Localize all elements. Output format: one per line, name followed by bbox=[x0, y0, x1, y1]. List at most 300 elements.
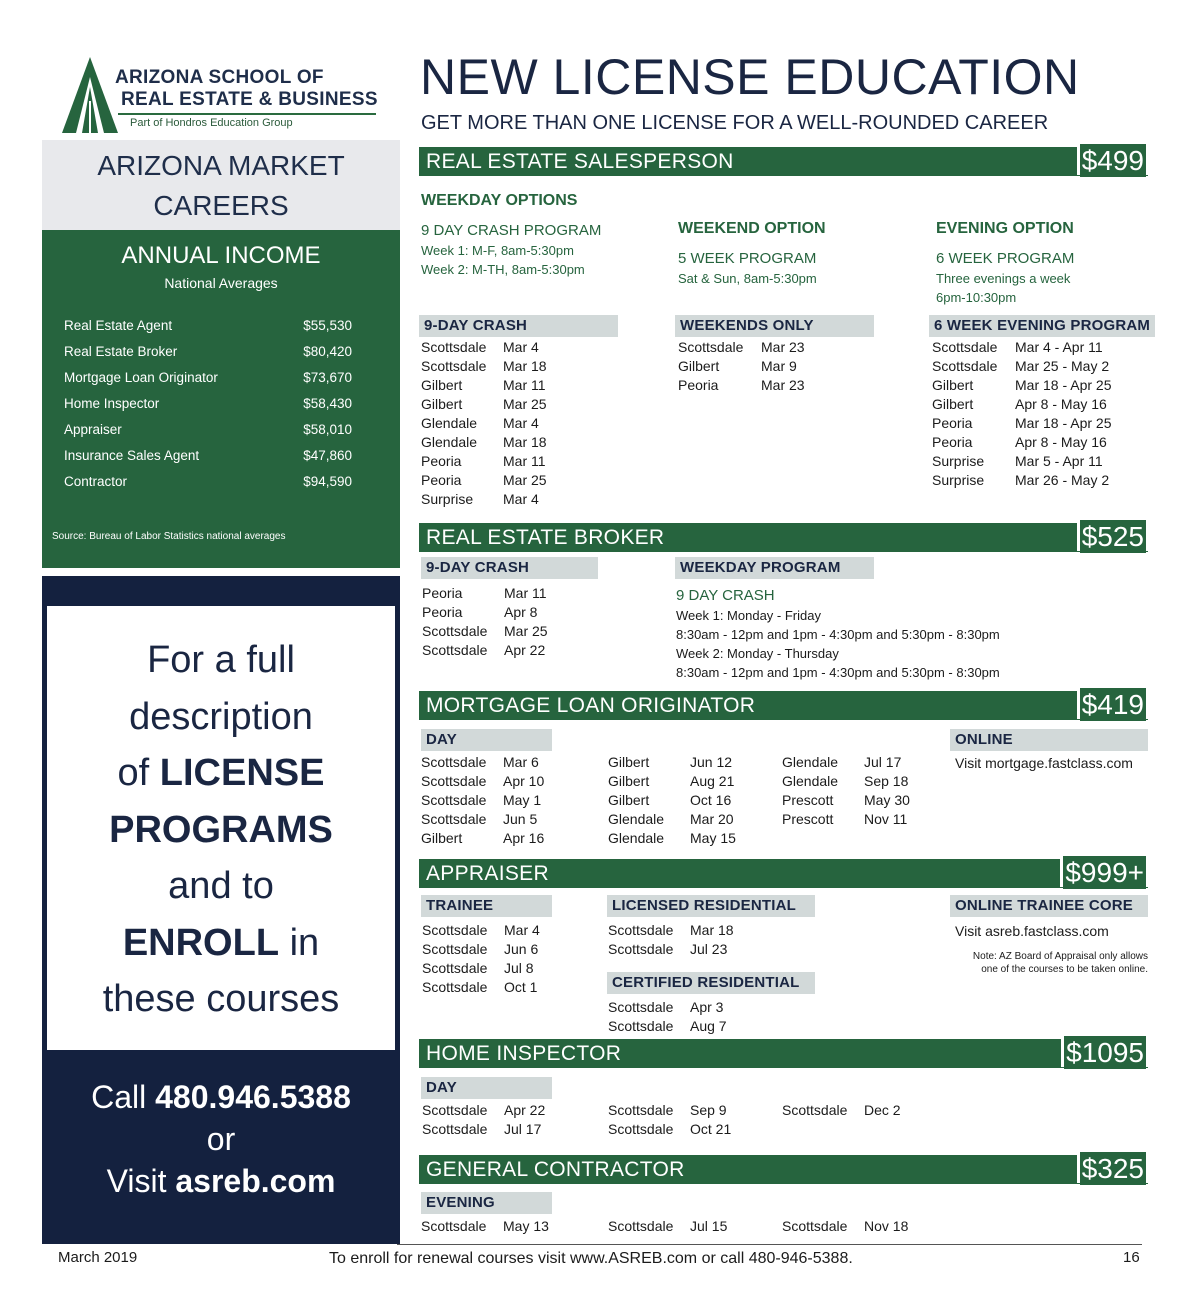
date: Apr 8 - May 16 bbox=[1015, 396, 1107, 412]
list-item bbox=[932, 377, 1152, 396]
footer-date: March 2019 bbox=[58, 1249, 138, 1266]
date: Apr 10 bbox=[503, 773, 545, 789]
promo-word: PROGRAMS bbox=[109, 808, 333, 851]
promo-line bbox=[47, 915, 395, 972]
subhead-weekday-program: WEEKDAY PROGRAM bbox=[675, 557, 874, 579]
price-value: $1095 bbox=[1066, 1037, 1144, 1068]
list-item bbox=[421, 811, 601, 830]
list-item bbox=[678, 339, 918, 358]
list-item bbox=[422, 642, 662, 661]
subhead-online-trainee-core: ONLINE TRAINEE CORE bbox=[950, 895, 1148, 917]
contractor-list-col1 bbox=[421, 1218, 601, 1237]
list-item bbox=[782, 1218, 942, 1237]
location: Scottsdale bbox=[608, 1102, 674, 1118]
price-tag bbox=[1077, 1152, 1148, 1183]
evening-schedule bbox=[936, 269, 1070, 307]
list-item bbox=[421, 1218, 601, 1237]
location: Scottsdale bbox=[932, 339, 998, 355]
income-row bbox=[64, 396, 352, 411]
location: Prescott bbox=[782, 792, 834, 808]
date: Apr 16 bbox=[503, 830, 545, 846]
footer-divider bbox=[397, 1244, 1142, 1245]
appraiser-note bbox=[940, 950, 1148, 976]
location: Scottsdale bbox=[782, 1218, 848, 1234]
list-item bbox=[932, 434, 1152, 453]
list-item bbox=[608, 773, 778, 792]
location: Peoria bbox=[678, 377, 719, 393]
price-value: $525 bbox=[1081, 521, 1144, 552]
section-bar-salesperson bbox=[419, 147, 1148, 176]
weekday-schedule bbox=[421, 241, 585, 279]
location: Glendale bbox=[421, 434, 478, 450]
list-item bbox=[422, 922, 602, 941]
section-bar-mortgage bbox=[419, 691, 1148, 720]
promo-line: description bbox=[129, 695, 313, 738]
section-title: HOME INSPECTOR bbox=[426, 1042, 622, 1065]
evening-heading: EVENING OPTION bbox=[936, 220, 1074, 237]
location: Gilbert bbox=[608, 754, 650, 770]
crash-schedule-list bbox=[421, 339, 671, 510]
date: Mar 18 bbox=[503, 358, 547, 374]
promo-line: and to bbox=[168, 865, 274, 907]
subhead-mortgage-online: ONLINE bbox=[950, 729, 1148, 751]
list-item bbox=[608, 1121, 778, 1140]
section-title: APPRAISER bbox=[426, 862, 549, 885]
list-item bbox=[608, 754, 778, 773]
location: Scottsdale bbox=[422, 979, 488, 995]
schedule-line: 8:30am - 12pm and 1pm - 4:30pm and 5:30pm - 8:30pm bbox=[676, 665, 1000, 680]
date: May 30 bbox=[864, 792, 910, 808]
list-item bbox=[932, 453, 1152, 472]
location: Glendale bbox=[782, 754, 839, 770]
visit-prefix: Visit bbox=[106, 1163, 176, 1199]
date: Mar 18 - Apr 25 bbox=[1015, 415, 1112, 431]
call-prefix: Call bbox=[91, 1079, 156, 1115]
trainee-list bbox=[422, 922, 602, 998]
income-label: Real Estate Broker bbox=[64, 344, 178, 359]
list-item bbox=[782, 1102, 942, 1121]
income-value: $80,420 bbox=[303, 344, 352, 359]
price-tag bbox=[1077, 144, 1148, 175]
list-item bbox=[608, 1102, 778, 1121]
date: Sep 9 bbox=[690, 1102, 727, 1118]
subhead-licensed-residential: LICENSED RESIDENTIAL bbox=[607, 895, 815, 917]
appraiser-online-link[interactable]: Visit asreb.fastclass.com bbox=[955, 923, 1109, 939]
price-value: $999+ bbox=[1065, 857, 1144, 888]
promo-line bbox=[47, 745, 395, 802]
date: Mar 6 bbox=[503, 754, 539, 770]
website-link[interactable]: asreb.com bbox=[175, 1163, 336, 1199]
location: Gilbert bbox=[678, 358, 720, 374]
date: May 15 bbox=[690, 830, 736, 846]
mortgage-online-link[interactable]: Visit mortgage.fastclass.com bbox=[955, 755, 1133, 771]
date: Jun 12 bbox=[690, 754, 733, 770]
page-title: NEW LICENSE EDUCATION bbox=[420, 49, 1080, 105]
location: Gilbert bbox=[421, 396, 463, 412]
date: Nov 18 bbox=[864, 1218, 909, 1234]
weekend-schedule: Sat & Sun, 8am-5:30pm bbox=[678, 271, 817, 286]
subhead-mortgage-day: DAY bbox=[421, 729, 552, 751]
location: Scottsdale bbox=[421, 339, 487, 355]
date: Mar 20 bbox=[690, 811, 734, 827]
subhead-inspector-day: DAY bbox=[421, 1077, 552, 1099]
section-title: REAL ESTATE BROKER bbox=[426, 526, 665, 549]
weekend-program: 5 WEEK PROGRAM bbox=[678, 250, 817, 267]
list-item bbox=[421, 415, 671, 434]
location: Scottsdale bbox=[422, 1121, 488, 1137]
date: Dec 2 bbox=[864, 1102, 901, 1118]
subhead-trainee: TRAINEE bbox=[421, 895, 552, 917]
location: Scottsdale bbox=[608, 1121, 674, 1137]
date: Mar 11 bbox=[503, 377, 546, 393]
note-line: one of the courses to be taken online. bbox=[981, 964, 1148, 975]
mortgage-list-col2 bbox=[608, 754, 778, 849]
location: Gilbert bbox=[608, 773, 650, 789]
promo-line: For a full bbox=[147, 639, 295, 681]
location: Scottsdale bbox=[421, 754, 487, 770]
list-item bbox=[421, 339, 671, 358]
mortgage-list-col3 bbox=[782, 754, 942, 830]
section-bar-contractor bbox=[419, 1155, 1148, 1184]
list-item bbox=[422, 960, 602, 979]
location: Scottsdale bbox=[608, 922, 674, 938]
date: Mar 18 bbox=[690, 922, 734, 938]
promo-box bbox=[47, 606, 395, 1050]
date: Mar 9 bbox=[761, 358, 797, 374]
schedule-line: Week 1: Monday - Friday bbox=[676, 608, 821, 623]
list-item bbox=[932, 358, 1152, 377]
list-item bbox=[608, 1018, 788, 1037]
location: Scottsdale bbox=[421, 792, 487, 808]
broker-crash-list bbox=[422, 585, 662, 661]
promo-word: in bbox=[279, 921, 320, 964]
location: Scottsdale bbox=[422, 960, 488, 976]
evening-schedule-list bbox=[932, 339, 1152, 491]
income-value: $73,670 bbox=[303, 370, 352, 385]
certified-list bbox=[608, 999, 788, 1037]
schedule-line: 8:30am - 12pm and 1pm - 4:30pm and 5:30pm - 8:30pm bbox=[676, 627, 1000, 642]
promo-word: ENROLL bbox=[122, 921, 280, 964]
schedule-line: Week 2: Monday - Thursday bbox=[676, 646, 839, 661]
list-item bbox=[421, 472, 671, 491]
date: Mar 25 - May 2 bbox=[1015, 358, 1110, 374]
list-item bbox=[608, 830, 778, 849]
list-item bbox=[421, 434, 671, 453]
location: Scottsdale bbox=[421, 1218, 487, 1234]
section-bar-appraiser bbox=[419, 859, 1148, 888]
location: Glendale bbox=[608, 830, 665, 846]
promo-word: of bbox=[117, 752, 160, 794]
location: Surprise bbox=[932, 472, 985, 488]
schedule-line: Three evenings a week bbox=[936, 271, 1071, 286]
location: Scottsdale bbox=[422, 922, 488, 938]
list-item bbox=[421, 491, 671, 510]
school-logo bbox=[60, 55, 390, 140]
location: Scottsdale bbox=[782, 1102, 848, 1118]
date: Mar 4 bbox=[503, 339, 539, 355]
section-title: REAL ESTATE SALESPERSON bbox=[426, 150, 734, 173]
or-text: or bbox=[206, 1121, 236, 1157]
section-bar-broker bbox=[419, 523, 1148, 552]
inspector-list-col3 bbox=[782, 1102, 942, 1121]
income-label: Contractor bbox=[64, 474, 128, 489]
income-panel bbox=[42, 230, 400, 568]
date: Mar 18 bbox=[503, 434, 547, 450]
section-title: MORTGAGE LOAN ORIGINATOR bbox=[426, 694, 756, 717]
schedule-line: Week 2: M-TH, 8am-5:30pm bbox=[421, 262, 585, 277]
list-item bbox=[421, 377, 671, 396]
location: Scottsdale bbox=[422, 623, 488, 639]
date: Nov 11 bbox=[864, 811, 908, 827]
location: Surprise bbox=[932, 453, 985, 469]
inspector-list-col2 bbox=[608, 1102, 778, 1140]
location: Gilbert bbox=[932, 396, 974, 412]
list-item bbox=[608, 941, 788, 960]
promo-panel bbox=[42, 576, 400, 1244]
date: May 1 bbox=[503, 792, 542, 808]
price-tag bbox=[1077, 520, 1148, 551]
careers-title-line1: ARIZONA MARKET bbox=[97, 150, 345, 181]
income-value: $47,860 bbox=[303, 448, 352, 463]
income-value: $58,430 bbox=[303, 396, 352, 411]
income-row bbox=[64, 370, 352, 385]
location: Glendale bbox=[782, 773, 839, 789]
location: Prescott bbox=[782, 811, 834, 827]
date: May 13 bbox=[503, 1218, 549, 1234]
income-value: $58,010 bbox=[303, 422, 352, 437]
location: Scottsdale bbox=[422, 642, 488, 658]
location: Scottsdale bbox=[421, 811, 487, 827]
list-item bbox=[421, 754, 601, 773]
income-row bbox=[64, 344, 352, 359]
list-item bbox=[421, 830, 601, 849]
income-label: Real Estate Agent bbox=[64, 318, 173, 333]
subhead-9day-crash: 9-DAY CRASH bbox=[419, 315, 618, 337]
weekend-heading: WEEKEND OPTION bbox=[678, 220, 826, 237]
list-item bbox=[782, 773, 942, 792]
list-item bbox=[932, 339, 1152, 358]
date: Jul 17 bbox=[864, 754, 902, 770]
location: Scottsdale bbox=[608, 999, 674, 1015]
weekday-program: 9 DAY CRASH PROGRAM bbox=[421, 222, 602, 239]
location: Gilbert bbox=[421, 377, 463, 393]
list-item bbox=[608, 1218, 778, 1237]
location: Scottsdale bbox=[422, 941, 488, 957]
price-value: $419 bbox=[1081, 689, 1144, 720]
location: Glendale bbox=[421, 415, 478, 431]
list-item bbox=[422, 585, 662, 604]
date: Jun 6 bbox=[504, 941, 539, 957]
broker-weekday-schedule bbox=[676, 606, 1000, 682]
income-label: Mortgage Loan Originator bbox=[64, 370, 218, 385]
note-line: Note: AZ Board of Appraisal only allows bbox=[972, 951, 1148, 962]
income-value: $55,530 bbox=[303, 318, 352, 333]
footer-enroll-text: To enroll for renewal courses visit www.ASREB.com or call 480-946-5388. bbox=[329, 1250, 853, 1267]
logo-tagline: Part of Hondros Education Group bbox=[130, 117, 293, 129]
date: Apr 3 bbox=[690, 999, 724, 1015]
promo-word: LICENSE bbox=[159, 752, 325, 794]
income-label: Appraiser bbox=[64, 422, 122, 437]
section-title: GENERAL CONTRACTOR bbox=[426, 1158, 685, 1181]
location: Scottsdale bbox=[678, 339, 744, 355]
call-line bbox=[42, 1076, 400, 1118]
income-row bbox=[64, 474, 352, 489]
income-subtitle: National Averages bbox=[164, 275, 278, 291]
date: Mar 23 bbox=[761, 377, 805, 393]
phone-link[interactable]: 480.946.5388 bbox=[155, 1079, 351, 1115]
list-item bbox=[421, 773, 601, 792]
contractor-list-col3 bbox=[782, 1218, 942, 1237]
broker-weekday-program: 9 DAY CRASH bbox=[676, 587, 775, 604]
date: Jul 17 bbox=[504, 1121, 542, 1137]
careers-title-line2: CAREERS bbox=[153, 190, 289, 221]
location: Peoria bbox=[421, 453, 462, 469]
location: Scottsdale bbox=[421, 773, 487, 789]
inspector-list-col1 bbox=[422, 1102, 602, 1140]
date: Jul 8 bbox=[504, 960, 534, 976]
date: Mar 26 - May 2 bbox=[1015, 472, 1110, 488]
careers-panel bbox=[42, 140, 400, 230]
date: Apr 22 bbox=[504, 1102, 546, 1118]
subhead-6week-evening: 6 WEEK EVENING PROGRAM bbox=[929, 315, 1155, 337]
location: Peoria bbox=[421, 472, 462, 488]
list-item bbox=[782, 792, 942, 811]
list-item bbox=[421, 792, 601, 811]
location: Scottsdale bbox=[932, 358, 998, 374]
location: Gilbert bbox=[932, 377, 974, 393]
date: Mar 25 bbox=[503, 396, 547, 412]
date: Apr 8 - May 16 bbox=[1015, 434, 1107, 450]
date: Mar 23 bbox=[761, 339, 805, 355]
subhead-certified-residential: CERTIFIED RESIDENTIAL bbox=[607, 972, 815, 994]
date: Oct 16 bbox=[690, 792, 732, 808]
list-item bbox=[608, 922, 788, 941]
date: Apr 22 bbox=[504, 642, 546, 658]
date: Sep 18 bbox=[864, 773, 909, 789]
date: Jul 23 bbox=[690, 941, 728, 957]
location: Scottsdale bbox=[608, 1018, 674, 1034]
list-item bbox=[678, 358, 918, 377]
price-tag bbox=[1077, 688, 1148, 719]
list-item bbox=[422, 979, 602, 998]
weekday-heading: WEEKDAY OPTIONS bbox=[421, 192, 578, 209]
list-item bbox=[932, 396, 1152, 415]
weekends-schedule-list bbox=[678, 339, 918, 396]
list-item bbox=[932, 415, 1152, 434]
list-item bbox=[422, 623, 662, 642]
logo-divider bbox=[118, 113, 376, 115]
evening-program: 6 WEEK PROGRAM bbox=[936, 250, 1075, 267]
date: Mar 11 bbox=[503, 453, 546, 469]
schedule-line: 6pm-10:30pm bbox=[936, 290, 1017, 305]
list-item bbox=[422, 1102, 602, 1121]
date: Mar 4 bbox=[503, 491, 539, 507]
mortgage-list-col1 bbox=[421, 754, 601, 849]
list-item bbox=[422, 1121, 602, 1140]
page-subtitle: GET MORE THAN ONE LICENSE FOR A WELL-ROUNDED CAREER bbox=[421, 112, 1049, 134]
price-value: $325 bbox=[1081, 1153, 1144, 1184]
income-row bbox=[64, 422, 352, 437]
promo-line bbox=[47, 802, 395, 859]
date: Oct 1 bbox=[504, 979, 538, 995]
date: Mar 4 bbox=[503, 415, 539, 431]
contractor-list-col2 bbox=[608, 1218, 778, 1237]
income-source: Source: Bureau of Labor Statistics national averages bbox=[52, 531, 286, 542]
logo-line1: ARIZONA SCHOOL OF bbox=[115, 67, 324, 88]
income-label: Home Inspector bbox=[64, 396, 160, 411]
subhead-weekends-only: WEEKENDS ONLY bbox=[675, 315, 874, 337]
income-title: ANNUAL INCOME bbox=[121, 242, 321, 269]
page-number: 16 bbox=[1123, 1249, 1140, 1266]
list-item bbox=[422, 941, 602, 960]
date: Aug 21 bbox=[690, 773, 735, 789]
visit-line bbox=[42, 1160, 400, 1202]
location: Scottsdale bbox=[608, 941, 674, 957]
price-tag bbox=[1060, 856, 1148, 887]
location: Glendale bbox=[608, 811, 665, 827]
date: Mar 4 - Apr 11 bbox=[1015, 339, 1103, 355]
list-item bbox=[608, 811, 778, 830]
income-label: Insurance Sales Agent bbox=[64, 448, 200, 463]
location: Gilbert bbox=[421, 830, 463, 846]
location: Scottsdale bbox=[422, 1102, 488, 1118]
schedule-line: Week 1: M-F, 8am-5:30pm bbox=[421, 243, 574, 258]
income-row bbox=[64, 448, 352, 463]
section-bar-inspector bbox=[419, 1039, 1148, 1068]
date: Apr 8 bbox=[504, 604, 538, 620]
list-item bbox=[782, 811, 942, 830]
location: Peoria bbox=[932, 415, 973, 431]
date: Mar 18 - Apr 25 bbox=[1015, 377, 1112, 393]
location: Surprise bbox=[421, 491, 474, 507]
date: Aug 7 bbox=[690, 1018, 727, 1034]
location: Peoria bbox=[422, 604, 463, 620]
list-item bbox=[608, 792, 778, 811]
price-value: $499 bbox=[1081, 145, 1144, 176]
date: Mar 11 bbox=[504, 585, 547, 601]
location: Scottsdale bbox=[608, 1218, 674, 1234]
location: Gilbert bbox=[608, 792, 650, 808]
list-item bbox=[608, 999, 788, 1018]
list-item bbox=[678, 377, 918, 396]
date: Mar 25 bbox=[504, 623, 548, 639]
list-item bbox=[421, 358, 671, 377]
logo-mark-icon bbox=[60, 57, 120, 137]
list-item bbox=[421, 396, 671, 415]
date: Mar 5 - Apr 11 bbox=[1015, 453, 1103, 469]
list-item bbox=[421, 453, 671, 472]
promo-line: these courses bbox=[102, 978, 340, 1020]
date: Jun 5 bbox=[503, 811, 538, 827]
income-value: $94,590 bbox=[303, 474, 352, 489]
list-item bbox=[932, 472, 1152, 491]
date: Oct 21 bbox=[690, 1121, 732, 1137]
income-row bbox=[64, 318, 352, 333]
logo-line2: REAL ESTATE & BUSINESS bbox=[121, 89, 378, 110]
location: Peoria bbox=[932, 434, 973, 450]
date: Mar 25 bbox=[503, 472, 547, 488]
subhead-contractor-evening: EVENING bbox=[421, 1192, 552, 1214]
licensed-list bbox=[608, 922, 788, 960]
contact-block bbox=[42, 1076, 400, 1202]
list-item bbox=[782, 754, 942, 773]
location: Scottsdale bbox=[421, 358, 487, 374]
list-item bbox=[422, 604, 662, 623]
date: Mar 4 bbox=[504, 922, 540, 938]
price-tag bbox=[1061, 1036, 1148, 1067]
location: Peoria bbox=[422, 585, 463, 601]
date: Jul 15 bbox=[690, 1218, 728, 1234]
